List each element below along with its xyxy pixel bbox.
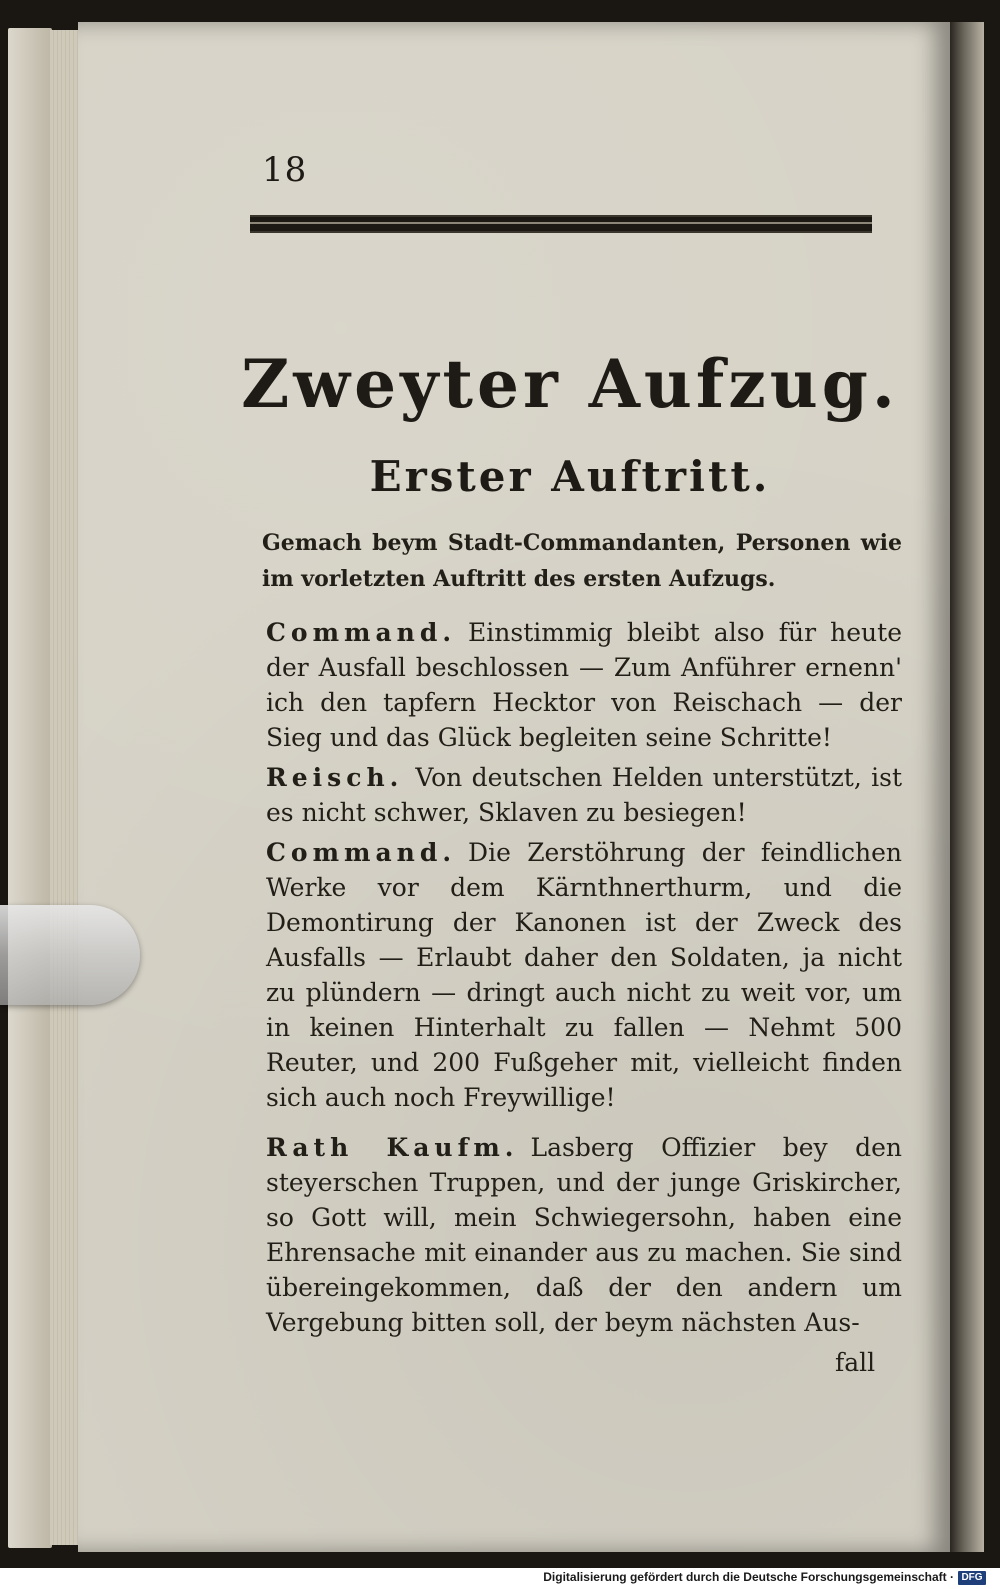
dialogue-paragraph [266, 760, 902, 830]
book-spine-edge [8, 28, 52, 1548]
scene-title: Erster Auftritt. [369, 452, 771, 501]
footer-bar [0, 1568, 1000, 1589]
catchword: fall [835, 1348, 876, 1377]
ornamental-rule [250, 215, 872, 233]
funding-credit: Digitalisierung gefördert durch die Deutsche Forschungsgemeinschaft · [543, 1570, 954, 1584]
speaker-name: Command. [266, 618, 457, 647]
page-stack [50, 30, 80, 1545]
dialogue-text: Die Zerstöhrung der feindlichen Werke vor dem Kärnthnerthurm, und die Demontirung der Kanonen ist der Zweck des Ausfalls — Erlaubt daher den Soldaten, ja nicht zu plündern — dringt auch nicht zu weit vor, um in keinen Hinterhalt zu fallen — Nehmt 500 Reuter, und 200 Fußgeher mit, vielleicht finden sich auch noch Freywillige! [266, 838, 902, 1112]
act-title: Zweyter Aufzug. [241, 345, 899, 423]
page-clip [0, 905, 140, 1005]
speaker-name: Command. [266, 838, 457, 867]
dialogue-text: Lasberg Offizier bey den steyerschen Truppen, und der junge Griskircher, so Gott will, mein Schwiegersohn, haben eine Ehrensache mit einander aus zu machen. Sie sind übereingekommen, daß der den andern um Vergebung bitten soll, der beym nächsten Aus- [266, 1133, 902, 1337]
dialogue-paragraph [266, 835, 902, 1115]
dialogue-paragraph [266, 615, 902, 755]
dialogue-text: Von deutschen Helden unterstützt, ist es nicht schwer, Sklaven zu besiegen! [266, 763, 902, 827]
speaker-name: Reisch. [266, 763, 404, 792]
dfg-logo-icon: DFG [958, 1571, 986, 1585]
page-right-edge [950, 22, 984, 1552]
dialogue-paragraph [266, 1130, 902, 1340]
speaker-name: Rath Kaufm. [266, 1133, 519, 1162]
page-number: 18 [262, 150, 308, 190]
dialogue-text: Einstimmig bleibt also für heute der Ausfall beschlossen — Zum Anführer ernenn' ich den tapfern Hecktor von Reischach — der Sieg und das Glück begleiten seine Schritte! [266, 618, 902, 752]
stage-direction: Gemach beym Stadt-Commandanten, Personen wie im vorletzten Auftritt des ersten Aufzugs. [262, 530, 902, 592]
ornamental-rule-inner [250, 222, 872, 224]
